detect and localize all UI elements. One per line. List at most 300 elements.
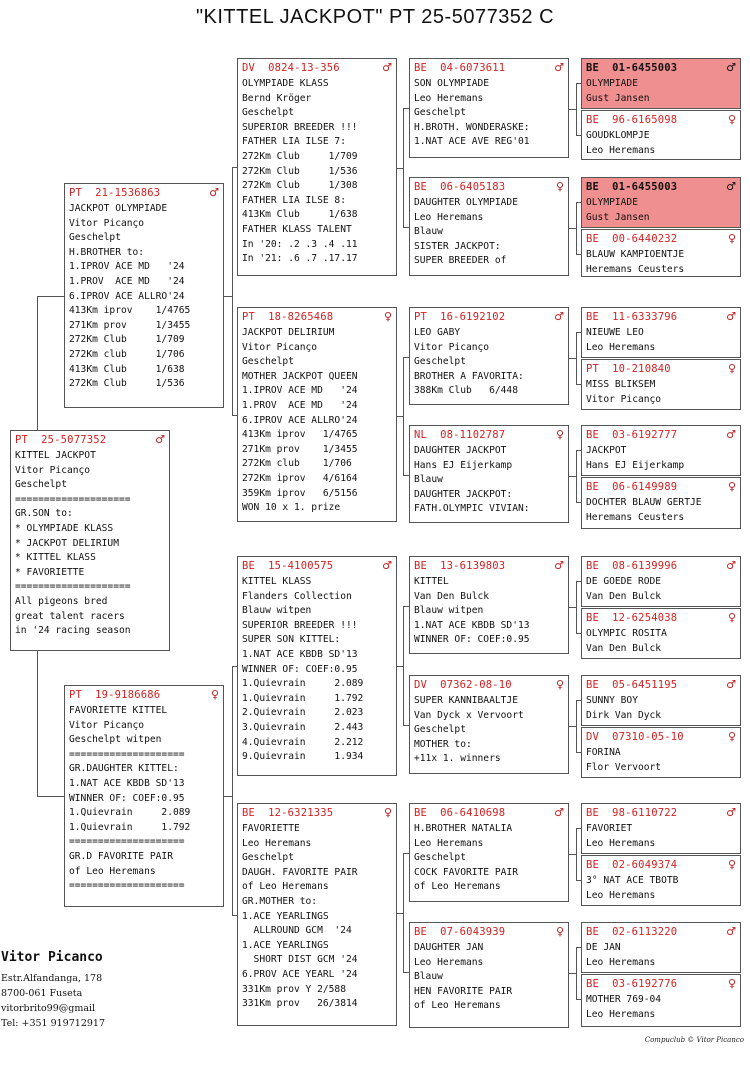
card-line: in '24 racing season [15,625,131,637]
card-line: FAVORIETTE [242,823,300,834]
card-line: KITTEL [414,576,449,587]
connector-line [232,666,233,915]
card-line: HEN FAVORITE PAIR [414,985,513,997]
owner-email: vitorbrito99@gmail [1,1003,96,1014]
card-line: WINNER OF: COEF:0.95 [414,634,530,646]
card-line: Leo Heremans [414,211,484,223]
card-line: Van Den Bulck [586,590,662,602]
card-line: 1.NAT ACE KBDB SD'13 [242,648,358,660]
female-icon: ♀ [727,232,736,245]
pigeon-card-g1 [581,58,741,109]
connector-line [576,202,577,254]
ring-number: BE 00-6440232 [586,232,678,245]
card-line: WINNER OF: COEF:0.95 [242,663,358,675]
card-line: Geschelpt [242,107,294,119]
card-header [414,428,564,441]
card-header [242,310,392,323]
connector-line [576,633,581,634]
card-line: 1.Quievrain 1.792 [69,821,191,833]
card-header [414,678,564,691]
card-line: Leo Heremans [414,956,484,968]
card-line: Geschelpt [242,852,294,864]
card-header [414,61,564,74]
connector-line [232,415,237,416]
pigeon-card-dd [237,803,397,1026]
card-line: Flanders Collection [242,590,352,602]
card-line: 272Km iprov 4/6164 [242,472,358,484]
female-icon: ♀ [727,480,736,493]
male-icon: ♂ [726,180,736,193]
ring-number: BE 01-6455003 [586,180,678,193]
pigeon-card-ssd [409,177,569,276]
card-line: DE GOEDE RODE [586,576,662,587]
card-line: 413Km iprov 1/4765 [69,305,191,317]
card-header [15,433,165,446]
owner-name: Vitor Picanco [1,950,103,965]
pigeon-card-ds [237,556,397,776]
owner-phone: Tel: +351 919712917 [1,1018,105,1029]
card-header [586,611,736,624]
card-line: * FAVORIETTE [15,566,85,578]
card-line: Leo Heremans [586,341,656,353]
ring-number: BE 06-6149989 [586,480,678,493]
card-line: Leo Heremans [586,956,656,968]
owner-contact [1,950,201,1031]
card-line: 1.Quievrain 1.792 [242,692,364,704]
connector-line [576,384,581,385]
card-line: KITTEL KLASS [242,576,312,587]
card-header [586,678,736,691]
card-header [586,310,736,323]
card-line: FAVORIET [586,823,633,834]
connector-line [576,135,581,136]
card-line: Vitor Picanço [414,341,490,353]
card-line: ALLROUND GCM '24 [242,925,352,937]
connector-line [576,202,581,203]
pigeon-card-sire [64,183,224,408]
female-icon: ♀ [727,113,736,126]
card-line: 6.IPROV ACE ALLRO'24 [69,290,185,302]
card-line: FAVORIETTE KITTEL [69,705,168,716]
ring-number: BE 12-6321335 [242,806,334,819]
connector-line [569,109,576,110]
card-line: 272Km club 1/706 [69,348,185,360]
card-line: 272Km club 1/706 [242,458,352,470]
ring-number: BE 98-6110722 [586,806,678,819]
owner-address: Estr.Alfandanga, 178 [1,973,103,984]
card-line: 1.ACE YEARLINGS [242,910,329,922]
card-header [586,180,736,193]
male-icon: ♂ [554,806,564,819]
pigeon-card-dsd [409,675,569,774]
card-line: SUPER BREEDER of [414,255,507,267]
connector-line [397,666,403,667]
card-line: Blauw [414,226,443,238]
connector-line [576,332,577,384]
female-icon: ♀ [555,428,564,441]
card-line: 1.ACE YEARLINGS [242,939,329,951]
card-line: MOTHER JACKPOT QUEEN [242,370,358,382]
card-line: ==================== [15,493,131,505]
card-line: 1.PROV ACE MD '24 [69,275,185,287]
card-line: Gust Jansen [586,92,650,104]
card-line: KITTEL JACKPOT [15,450,96,461]
card-line: FATHER LIA ILSE 8: [242,194,346,206]
card-line: GR.SON to: [15,508,73,520]
card-line: 1.Quievrain 2.089 [69,807,191,819]
pigeon-card-g12 [581,727,741,778]
card-line: * JACKPOT DELIRIUM [15,537,119,549]
card-line: 272Km Club 1/709 [69,334,185,346]
card-line: Hans EJ Eijerkamp [586,459,685,471]
card-line: 2.Quievrain 2.023 [242,707,364,719]
card-line: SUPER KANNIBAALTJE [414,695,518,706]
card-line: 331Km prov Y 2/588 [242,983,346,995]
connector-line [397,168,403,169]
card-line: Vitor Picanço [15,464,91,476]
card-line: COCK FAVORITE PAIR [414,866,518,878]
connector-line [37,296,38,430]
ring-number: PT 16-6192102 [414,310,506,323]
card-line: 331Km prov 26/3814 [242,998,358,1010]
pigeon-card-sds [409,307,569,405]
card-header [69,186,219,199]
card-line: 1.Quievrain 2.089 [242,678,364,690]
card-line: 388Km Club 6/448 [414,385,518,397]
card-line: GR.D FAVORITE PAIR [69,850,173,862]
connector-line [569,476,576,477]
ring-number: PT 25-5077352 [15,433,107,446]
card-line: * KITTEL KLASS [15,552,96,564]
male-icon: ♂ [382,61,392,74]
card-line: of Leo Heremans [69,865,156,877]
connector-line [403,108,409,109]
card-line: of Leo Heremans [414,881,501,893]
card-header [586,730,736,743]
pigeon-card-g15 [581,922,741,973]
card-line: In '21: .6 .7 .17.17 [242,253,358,265]
connector-line [232,666,237,667]
owner-postal: 8700-061 Fuseta [1,988,83,999]
card-line: OLYMPIADE [586,78,638,89]
connector-line [576,947,581,948]
male-icon: ♂ [554,310,564,323]
pigeon-card-g13 [581,803,741,854]
connector-line [224,796,232,797]
card-header [586,362,736,375]
card-line: Van Den Bulck [586,642,662,654]
card-line: SUNNY BOY [586,695,638,706]
card-line: 413Km Club 1/638 [242,209,358,221]
card-line: DE JAN [586,942,621,953]
card-line: 9.Quievrain 1.934 [242,751,364,763]
ring-number: BE 12-6254038 [586,611,678,624]
card-line: DOCHTER BLAUW GERTJE [586,497,702,508]
card-line: 1.IPROV ACE MD '24 [69,261,185,273]
card-line: GR.DAUGHTER KITTEL: [69,763,179,775]
connector-line [397,416,403,417]
connector-line [569,726,576,727]
female-icon: ♀ [727,858,736,871]
card-line: +11x 1. winners [414,753,501,765]
female-icon: ♀ [383,806,392,819]
pigeon-card-g5 [581,307,741,358]
card-line: GOUDKLOMPJE [586,130,650,141]
pigeon-card-g16 [581,974,741,1027]
ring-number: BE 02-6113220 [586,925,678,938]
card-line: Heremans Ceusters [586,511,685,523]
female-icon: ♀ [555,678,564,691]
card-line: Geschelpt [15,479,67,491]
male-icon: ♂ [726,806,736,819]
card-line: 272Km Club 1/536 [69,378,185,390]
connector-line [403,108,404,227]
ring-number: BE 06-6405183 [414,180,506,193]
ring-number: BE 13-6139803 [414,559,506,572]
connector-line [576,880,581,881]
card-line: 6.IPROV ACE ALLRO'24 [242,414,358,426]
card-line: 3° NAT ACE TBOTB [586,875,679,886]
pigeon-card-sd [237,307,397,522]
card-line: of Leo Heremans [242,881,329,893]
card-line: ==================== [69,748,185,760]
pigeon-card-dss [409,556,569,654]
ring-number: BE 01-6455003 [586,61,678,74]
card-line: DAUGHTER JACKPOT: [414,488,513,500]
connector-line [576,700,581,701]
card-header [414,180,564,193]
pigeon-card-sss [409,58,569,158]
male-icon: ♂ [554,559,564,572]
ring-number: PT 19-9186686 [69,688,161,701]
card-header [586,858,736,871]
card-line: Leo Heremans [242,837,312,849]
card-line: 272Km Club 1/308 [242,180,358,192]
connector-line [403,475,409,476]
card-line: JACKPOT [586,445,627,456]
card-line: SHORT DIST GCM '24 [242,954,358,966]
card-line: Geschelpt [414,852,466,864]
male-icon: ♂ [209,186,219,199]
ring-number: BE 02-6049374 [586,858,678,871]
card-line: MOTHER 769-04 [586,994,662,1005]
card-line: 1.PROV ACE MD '24 [242,399,358,411]
female-icon: ♀ [727,362,736,375]
connector-line [576,83,581,84]
connector-line [232,915,237,916]
card-line: great talent racers [15,610,125,622]
card-line: BROTHER A FAVORITA: [414,370,524,382]
connector-line [37,796,64,797]
connector-line [403,972,409,973]
card-line: Vitor Picanço [242,341,318,353]
female-icon: ♀ [555,180,564,193]
card-line: FORINA [586,747,621,758]
pigeon-card-dam [64,685,224,907]
connector-line [576,450,577,502]
card-line: Flor Vervoort [586,761,662,773]
card-line: Geschelpt [69,232,121,244]
female-icon: ♀ [210,688,219,701]
male-icon: ♂ [726,428,736,441]
card-line: 3.Quievrain 2.443 [242,721,364,733]
connector-line [403,606,409,607]
ring-number: PT 10-210840 [586,362,671,375]
card-line: DAUGHTER JAN [414,942,484,953]
card-line: DAUGH. FAVORITE PAIR [242,866,358,878]
pigeon-card-dds [409,803,569,902]
card-line: 272Km Club 1/536 [242,165,358,177]
connector-line [576,999,581,1000]
connector-line [576,254,581,255]
card-line: SUPER SON KITTEL: [242,634,341,646]
pigeon-card-g14 [581,855,741,906]
ring-number: BE 08-6139996 [586,559,678,572]
card-line: Bernd Kröger [242,92,312,104]
card-line: Vitor Picanço [586,393,662,405]
card-header [414,310,564,323]
card-header [586,480,736,493]
ring-number: BE 06-6410698 [414,806,506,819]
card-header [69,688,219,701]
connector-line [576,332,581,333]
ring-number: BE 96-6165098 [586,113,678,126]
ring-number: BE 03-6192776 [586,977,678,990]
pigeon-card-g6 [581,359,741,410]
card-line: 1.NAT ACE AVE REG'01 [414,136,530,148]
ring-number: BE 11-6333796 [586,310,678,323]
connector-line [403,606,404,725]
card-header [414,559,564,572]
pigeon-card-g2 [581,110,741,160]
card-line: Blauw witpen [414,605,484,617]
card-line: DAUGHTER JACKPOT [414,445,507,456]
card-line: In '20: .2 .3 .4 .11 [242,238,358,250]
card-line: Geschelpt [242,356,294,368]
female-icon: ♀ [383,310,392,323]
connector-line [403,853,409,854]
male-icon: ♂ [726,559,736,572]
connector-line [37,296,64,297]
card-line: SUPERIOR BREEDER !!! [242,121,358,133]
connector-line [576,828,577,880]
card-line: Leo Heremans [414,837,484,849]
card-line: 272Km Club 1/709 [242,150,358,162]
card-line: JACKPOT DELIRIUM [242,327,335,338]
card-header [242,559,392,572]
card-line: WINNER OF: COEF:0.95 [69,792,185,804]
pigeon-card-g10 [581,608,741,659]
pigeon-card-sdd [409,425,569,523]
card-line: Geschelpt [414,724,466,736]
pigeon-card-g7 [581,425,741,476]
card-line: of Leo Heremans [414,1000,501,1012]
card-header [586,428,736,441]
ring-number: PT 18-8265468 [242,310,334,323]
connector-line [232,167,237,168]
connector-line [576,450,581,451]
card-line: Leo Heremans [586,889,656,901]
connector-line [403,357,404,475]
card-line: OLYMPIADE KLASS [242,78,329,89]
card-header [242,61,392,74]
connector-line [576,581,577,633]
connector-line [576,700,577,752]
card-header [586,113,736,126]
connector-line [576,947,577,999]
card-line: ==================== [69,836,185,848]
female-icon: ♀ [727,730,736,743]
card-header [586,806,736,819]
ring-number: DV 0824-13-356 [242,61,340,74]
card-header [586,559,736,572]
pigeon-card-ss [237,58,397,276]
male-icon: ♂ [554,61,564,74]
connector-line [576,752,581,753]
card-line: 359Km iprov 6/5156 [242,487,358,499]
card-line: Blauw [414,971,443,983]
female-icon: ♀ [727,611,736,624]
card-line: SON OLYMPIADE [414,78,490,89]
connector-line [576,502,581,503]
card-line: Geschelpt witpen [69,734,162,746]
card-line: Gust Jansen [586,211,650,223]
card-header [242,806,392,819]
male-icon: ♂ [382,559,392,572]
female-icon: ♀ [555,925,564,938]
card-line: FATHER KLASS TALENT [242,223,352,235]
card-line: Vitor Picanço [69,217,145,229]
card-line: NIEUWE LEO [586,327,644,338]
software-credit: Compuclub © Vitor Picanco [644,1036,744,1044]
connector-line [397,913,403,914]
card-line: ==================== [15,581,131,593]
connector-line [576,581,581,582]
card-line: OLYMPIADE [586,197,638,208]
card-line: 271Km prov 1/3455 [69,319,191,331]
card-line: Geschelpt [414,356,466,368]
card-line: 413Km Club 1/638 [69,363,185,375]
male-icon: ♂ [726,61,736,74]
card-line: H.BROTHER NATALIA [414,823,513,834]
card-line: 4.Quievrain 2.212 [242,736,364,748]
connector-line [232,167,233,415]
card-line: BLAUW KAMPIOENTJE [586,249,685,260]
ring-number: BE 03-6192777 [586,428,678,441]
connector-line [403,725,409,726]
ring-number: BE 15-4100575 [242,559,334,572]
card-line: LEO GABY [414,327,461,338]
card-line: FATH.OLYMPIC VIVIAN: [414,503,530,515]
card-line: Leo Heremans [586,837,656,849]
card-line: Geschelpt [414,107,466,119]
ring-number: PT 21-1536863 [69,186,161,199]
card-header [586,925,736,938]
card-line: WON 10 x 1. prize [242,502,341,514]
card-line: H.BROTHER to: [69,246,145,258]
connector-line [403,357,409,358]
ring-number: BE 04-6073611 [414,61,506,74]
connector-line [569,358,576,359]
male-icon: ♂ [726,678,736,691]
connector-line [403,227,409,228]
card-line: SUPERIOR BREEDER !!! [242,619,358,631]
connector-line [403,853,404,972]
pigeon-card-g11 [581,675,741,726]
card-line: * OLYMPIADE KLASS [15,522,114,534]
card-line: JACKPOT OLYMPIADE [69,203,168,214]
ring-number: DV 07362-08-10 [414,678,512,691]
